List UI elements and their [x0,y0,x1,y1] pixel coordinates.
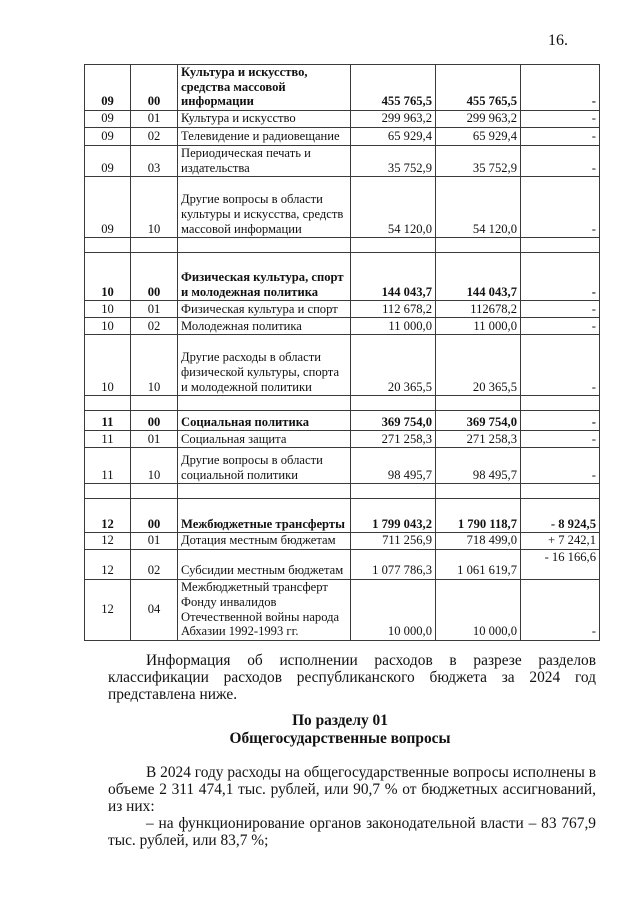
table-row [85,146,600,177]
planned-amount-cell: 271 258,3 [351,431,436,448]
empty-cell [521,484,600,499]
subsection-code-cell: 02 [131,318,178,335]
subsection-code-cell: 00 [131,65,178,111]
section-code-cell: 11 [85,411,131,431]
intro-paragraph-text: Информация об исполнении расходов в разрезе разделов классификации расходов республиканского бюджета за 2024 год представлена ниже. [108,652,596,703]
planned-amount-cell: 455 765,5 [351,65,436,111]
subsection-code-cell: 03 [131,146,178,177]
planned-amount-cell: 1 077 786,3 [351,549,436,579]
section-code-cell: 12 [85,549,131,579]
expense-name-cell: Межбюджетный трансферт Фонду инвалидов Отечественной войны народа Абхазии 1992-1993 гг. [178,579,351,640]
actual-amount-cell: 299 963,2 [436,111,521,128]
section-code-cell: 09 [85,111,131,128]
actual-amount-cell: 718 499,0 [436,533,521,550]
difference-cell: - 8 924,5 [521,499,600,533]
subsection-code-cell: 02 [131,549,178,579]
table-section-row [85,65,600,111]
section-code-cell: 12 [85,499,131,533]
empty-cell [85,396,131,411]
table-row [85,128,600,146]
difference-cell: - [521,431,600,448]
empty-cell [521,396,600,411]
empty-cell [351,238,436,253]
subsection-code-cell: 10 [131,335,178,396]
empty-cell [351,396,436,411]
expense-name-cell: Другие вопросы в области культуры и искусства, средств массовой информации [178,177,351,238]
section-code-cell: 10 [85,253,131,301]
subsection-code-cell: 01 [131,111,178,128]
expense-name-cell: Другие вопросы в области социальной политики [178,448,351,484]
subsection-code-cell: 00 [131,253,178,301]
difference-cell: - [521,128,600,146]
actual-amount-cell: 271 258,3 [436,431,521,448]
expense-name-cell: Культура и искусство [178,111,351,128]
subsection-code-cell: 02 [131,128,178,146]
difference-cell: - [521,253,600,301]
planned-amount-cell: 1 799 043,2 [351,499,436,533]
planned-amount-cell: 144 043,7 [351,253,436,301]
empty-cell [131,396,178,411]
table-row [85,431,600,448]
body-paragraph-1-text: В 2024 году расходы на общегосударственные вопросы исполнены в объеме 2 311 474,1 тыс. рублей, или 90,7 % от бюджетных ассигнований, из них: [108,764,596,815]
planned-amount-cell: 711 256,9 [351,533,436,550]
intro-paragraph [108,652,596,703]
expense-name-cell: Социальная политика [178,411,351,431]
difference-cell: + 7 242,1 [521,533,600,550]
expense-name-cell: Физическая культура, спорт и молодежная политика [178,253,351,301]
subsection-code-cell: 04 [131,579,178,640]
subsection-code-cell: 00 [131,411,178,431]
planned-amount-cell: 10 000,0 [351,579,436,640]
expense-name-cell: Культура и искусство, средства массовой информации [178,65,351,111]
section-code-cell: 11 [85,448,131,484]
empty-cell [85,238,131,253]
actual-amount-cell: 35 752,9 [436,146,521,177]
table-section-row [85,499,600,533]
planned-amount-cell: 35 752,9 [351,146,436,177]
actual-amount-cell: 455 765,5 [436,65,521,111]
subsection-code-cell: 01 [131,301,178,318]
actual-amount-cell: 112678,2 [436,301,521,318]
expense-name-cell: Межбюджетные трансферты [178,499,351,533]
actual-amount-cell: 10 000,0 [436,579,521,640]
subsection-code-cell: 01 [131,431,178,448]
table-row [85,301,600,318]
actual-amount-cell: 65 929,4 [436,128,521,146]
empty-cell [131,238,178,253]
difference-cell: - [521,335,600,396]
table-row [85,448,600,484]
table-spacer-row [85,484,600,499]
expense-name-cell: Субсидии местным бюджетам [178,549,351,579]
table-row [85,335,600,396]
section-code-cell: 09 [85,65,131,111]
budget-execution-table [84,64,600,641]
table-row [85,318,600,335]
expense-name-cell: Физическая культура и спорт [178,301,351,318]
empty-cell [436,484,521,499]
difference-cell: - [521,65,600,111]
actual-amount-cell: 1 790 118,7 [436,499,521,533]
empty-cell [131,484,178,499]
section-code-cell: 11 [85,431,131,448]
planned-amount-cell: 112 678,2 [351,301,436,318]
section-heading-line2: Общегосударственные вопросы [229,730,451,747]
actual-amount-cell: 98 495,7 [436,448,521,484]
empty-cell [178,484,351,499]
section-code-cell: 12 [85,579,131,640]
body-paragraph-1 [108,764,596,815]
difference-cell: - [521,146,600,177]
planned-amount-cell: 299 963,2 [351,111,436,128]
section-code-cell: 09 [85,146,131,177]
section-code-cell: 12 [85,533,131,550]
subsection-code-cell: 10 [131,448,178,484]
difference-cell: - [521,177,600,238]
section-heading-line1: По разделу 01 [292,712,388,729]
planned-amount-cell: 11 000,0 [351,318,436,335]
difference-cell: - [521,111,600,128]
expense-name-cell: Социальная защита [178,431,351,448]
actual-amount-cell: 369 754,0 [436,411,521,431]
planned-amount-cell: 54 120,0 [351,177,436,238]
planned-amount-cell: 369 754,0 [351,411,436,431]
actual-amount-cell: 54 120,0 [436,177,521,238]
section-code-cell: 09 [85,128,131,146]
difference-cell: - 16 166,6 [521,549,600,579]
body-paragraph-2-text: – на функционирование органов законодательной власти – 83 767,9 тыс. рублей, или 83,7 %; [108,815,596,849]
subsection-code-cell: 10 [131,177,178,238]
table-row [85,111,600,128]
expense-name-cell: Дотация местным бюджетам [178,533,351,550]
table-section-row [85,253,600,301]
body-paragraph-2 [108,815,596,849]
empty-cell [351,484,436,499]
page-number: 16. [548,32,568,49]
table-spacer-row [85,238,600,253]
expense-name-cell: Другие расходы в области физической культуры, спорта и молодежной политики [178,335,351,396]
empty-cell [521,238,600,253]
table-row [85,549,600,579]
table-row [85,579,600,640]
actual-amount-cell: 144 043,7 [436,253,521,301]
actual-amount-cell: 20 365,5 [436,335,521,396]
empty-cell [436,396,521,411]
subsection-code-cell: 01 [131,533,178,550]
difference-cell: - [521,318,600,335]
difference-cell: - [521,448,600,484]
difference-cell: - [521,301,600,318]
empty-cell [178,396,351,411]
difference-cell: - [521,579,600,640]
planned-amount-cell: 65 929,4 [351,128,436,146]
table-row [85,177,600,238]
empty-cell [85,484,131,499]
expense-name-cell: Телевидение и радиовещание [178,128,351,146]
section-code-cell: 10 [85,301,131,318]
section-code-cell: 10 [85,318,131,335]
table-section-row [85,411,600,431]
planned-amount-cell: 20 365,5 [351,335,436,396]
actual-amount-cell: 1 061 619,7 [436,549,521,579]
actual-amount-cell: 11 000,0 [436,318,521,335]
planned-amount-cell: 98 495,7 [351,448,436,484]
empty-cell [436,238,521,253]
empty-cell [178,238,351,253]
section-code-cell: 10 [85,335,131,396]
difference-cell: - [521,411,600,431]
expense-name-cell: Периодическая печать и издательства [178,146,351,177]
expense-name-cell: Молодежная политика [178,318,351,335]
subsection-code-cell: 00 [131,499,178,533]
table-row [85,533,600,550]
table-spacer-row [85,396,600,411]
section-code-cell: 09 [85,177,131,238]
